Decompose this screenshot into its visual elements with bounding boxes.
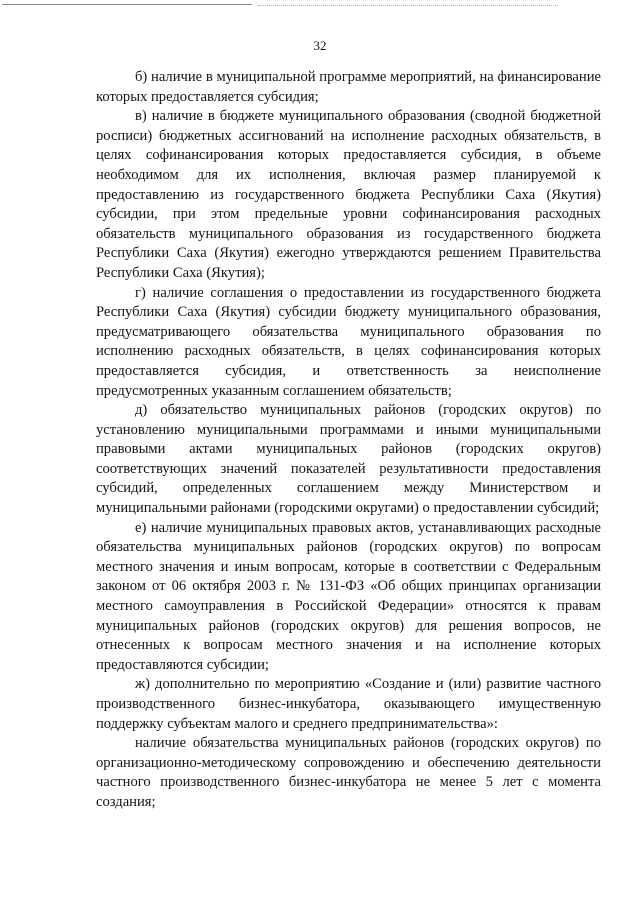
paragraph-item-g: г) наличие соглашения о предоставлении из государственного бюджета Республики Саха (Якутия) субсидии бюджету муниципального образования, предусматривающего обязательства муниципального образования по исполнению расходных обязательств, в целях софинансирования которых предоставляется субсидия, и ответственность за неисполнение предусмотренных указанным соглашением обязательств; [96,284,601,399]
paragraph-item-zh-obligation: наличие обязательства муниципальных районов (городских округов) по организационно-методическому сопровождению и обеспечению деятельности частного производственного бизнес-инкубатора не менее 5 лет с момента создания; [96,735,601,810]
document-body [96,68,601,813]
paragraph-item-d: д) обязательство муниципальных районов (городских округов) по установлению муниципальными программами и иными муниципальными правовыми актами муниципальных районов (городских округов) соответствующих значений показателей результативности предоставления субсидий, определенных соглашением между Министерством и муниципальными районами (городскими округами) о предоставлении субсидий; [96,402,601,517]
paragraph-item-b: б) наличие в муниципальной программе мероприятий, на финансирование которых предоставляется субсидия; [96,69,601,105]
paragraph-item-e: е) наличие муниципальных правовых актов, устанавливающих расходные обязательства муниципальных районов (городских округов) по вопросам местного значения и иным вопросам, которые в соответствии с Федеральным законом от 06 октября 2003 г. № 131-ФЗ «Об общих принципах организации местного самоуправления в Российской Федерации» относятся к правам муниципальных районов (городских округов) для решения вопросов, не отнесенных к вопросам местного значения и на исполнение которых предоставляются субсидии; [96,519,601,673]
paragraph-item-zh: ж) дополнительно по мероприятию «Создание и (или) развитие частного производственного бизнес-инкубатора, оказывающего имущественную поддержку субъектам малого и среднего предпринимательства»: [96,676,601,732]
scan-top-edge-artifact [258,5,558,6]
scan-top-edge-line [2,4,252,5]
paragraph-item-v: в) наличие в бюджете муниципального образования (сводной бюджетной росписи) бюджетных ассигнований на исполнение расходных обязательств, в целях софинансирования которых предоставляется субсидия, в объеме необходимом для их исполнения, включая размер планируемой к предоставлению из государственного бюджета Республики Саха (Якутия) субсидии, при этом предельные уровни софинансирования расходных обязательств муниципального образования из государственного бюджета Республики Саха (Якутия) ежегодно утверждаются решением Правительства Республики Саха (Якутия); [96,108,601,281]
page-number: 32 [313,38,327,53]
